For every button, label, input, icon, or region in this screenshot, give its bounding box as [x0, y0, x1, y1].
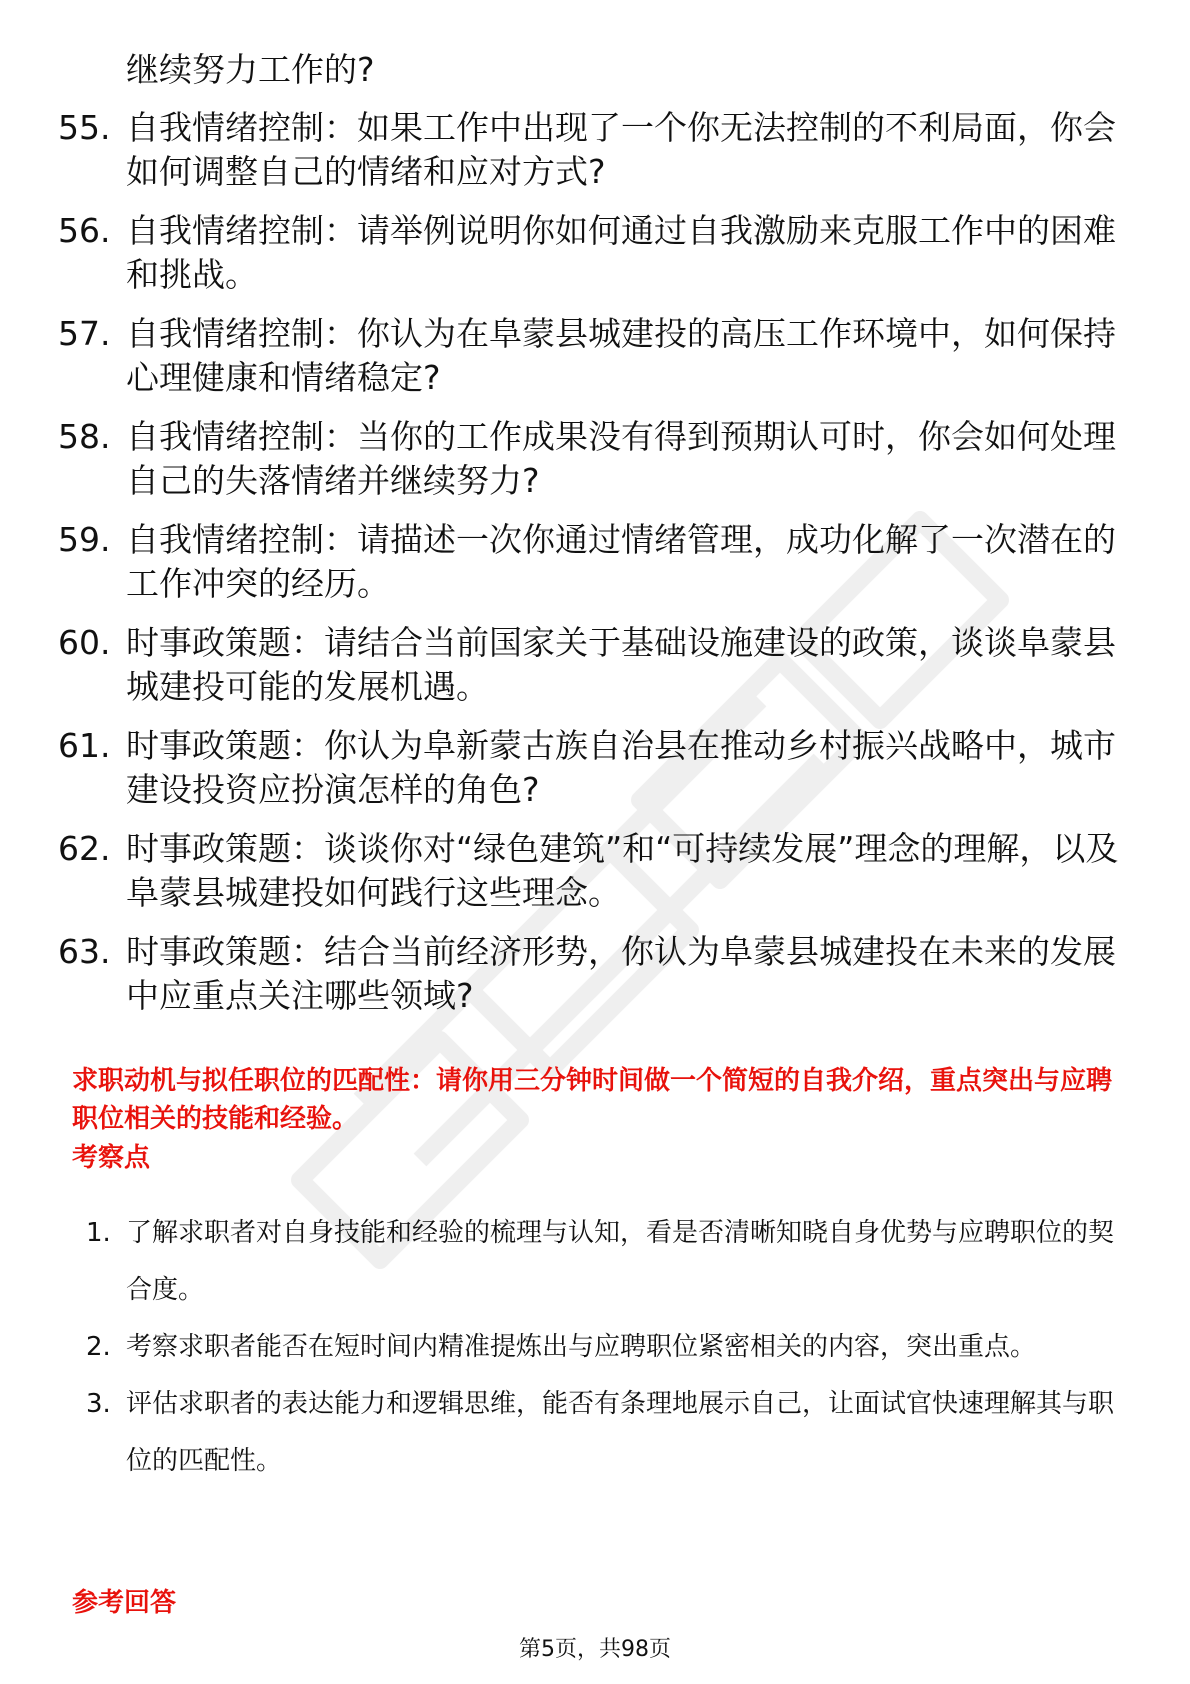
question-text: 自我情绪控制：如果工作中出现了一个你无法控制的不利局面，你会如何调整自己的情绪和应对方式? — [126, 108, 1116, 191]
question-text: 时事政策题：结合当前经济形势，你认为阜蒙县城建投在未来的发展中应重点关注哪些领域? — [126, 932, 1116, 1015]
question-item — [58, 518, 1128, 606]
question-text: 时事政策题：谈谈你对“绿色建筑”和“可持续发展”理念的理解，以及阜蒙县城建投如何践行这些理念。 — [126, 829, 1119, 912]
question-number: 59. — [58, 520, 111, 559]
check-points-heading: 考察点 — [72, 1143, 151, 1173]
question-text: 自我情绪控制：请描述一次你通过情绪管理，成功化解了一次潜在的工作冲突的经历。 — [126, 520, 1116, 603]
question-number: 58. — [58, 417, 111, 456]
question-number: 61. — [58, 726, 111, 765]
check-point-item — [86, 1319, 1126, 1376]
page-footer: 第5页，共98页 — [519, 1637, 671, 1662]
question-item — [58, 415, 1128, 503]
question-text: 自我情绪控制：请举例说明你如何通过自我激励来克服工作中的困难和挑战。 — [126, 211, 1116, 294]
question-item — [58, 930, 1128, 1018]
continued-question-text: 继续努力工作的? — [126, 50, 375, 89]
check-point-number: 3. — [86, 1389, 111, 1419]
question-item — [58, 209, 1128, 297]
question-text: 自我情绪控制：你认为在阜蒙县城建投的高压工作环境中，如何保持心理健康和情绪稳定? — [126, 314, 1116, 397]
question-text: 时事政策题：你认为阜新蒙古族自治县在推动乡村振兴战略中，城市建设投资应扮演怎样的角色? — [126, 726, 1116, 809]
question-number: 60. — [58, 623, 111, 662]
reference-answer-heading: 参考回答 — [72, 1588, 177, 1618]
check-point-item — [86, 1205, 1126, 1319]
question-item — [58, 827, 1128, 915]
check-points-list — [86, 1205, 1126, 1490]
question-number: 62. — [58, 829, 111, 868]
section-question-title: 求职动机与拟任职位的匹配性：请你用三分钟时间做一个简短的自我介绍，重点突出与应聘职位相关的技能和经验。 — [72, 1066, 1113, 1134]
question-list — [58, 48, 1128, 1033]
question-number: 63. — [58, 932, 111, 971]
check-point-text: 考察求职者能否在短时间内精准提炼出与应聘职位紧密相关的内容，突出重点。 — [126, 1332, 1037, 1362]
question-number: 56. — [58, 211, 111, 250]
check-point-number: 1. — [86, 1218, 111, 1248]
question-number: 55. — [58, 108, 111, 147]
check-point-number: 2. — [86, 1332, 111, 1362]
question-text: 时事政策题：请结合当前国家关于基础设施建设的政策，谈谈阜蒙县城建投可能的发展机遇。 — [126, 623, 1116, 706]
question-number: 57. — [58, 314, 111, 353]
check-point-text: 评估求职者的表达能力和逻辑思维，能否有条理地展示自己，让面试官快速理解其与职位的匹配性。 — [126, 1389, 1115, 1476]
question-text: 自我情绪控制：当你的工作成果没有得到预期认可时，你会如何处理自己的失落情绪并继续努力? — [126, 417, 1116, 500]
question-item — [58, 106, 1128, 194]
check-point-text: 了解求职者对自身技能和经验的梳理与认知，看是否清晰知晓自身优势与应聘职位的契合度。 — [126, 1218, 1115, 1305]
check-point-item — [86, 1376, 1126, 1490]
question-item — [58, 312, 1128, 400]
question-item — [58, 724, 1128, 812]
question-item — [58, 621, 1128, 709]
